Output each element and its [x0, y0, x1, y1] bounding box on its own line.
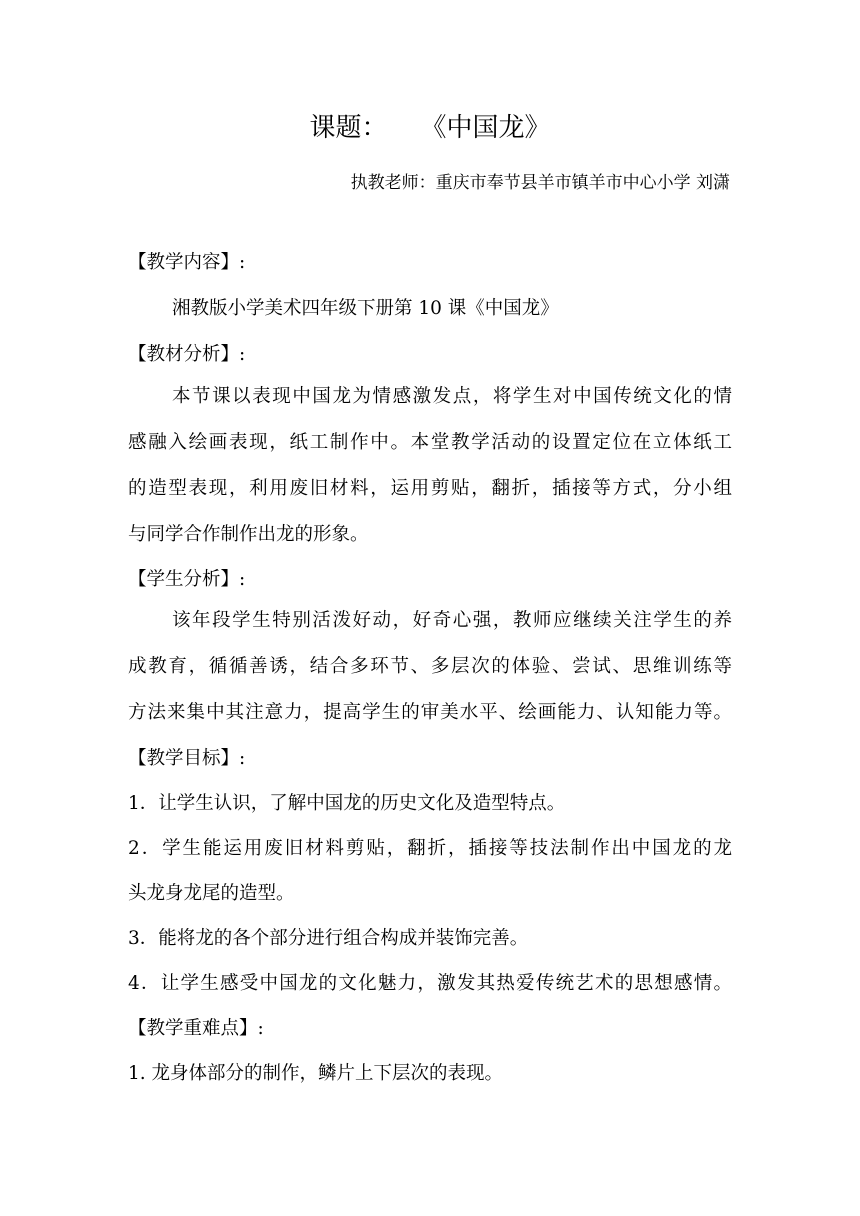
goal-item-2: 2．学生能运用废旧材料剪贴，翻折，插接等技法制作出中国龙的龙 — [128, 838, 732, 859]
material-line-1: 本节课以表现中国龙为情感激发点，将学生对中国传统文化的情 — [172, 386, 732, 407]
student-line-1: 该年段学生特别活泼好动，好奇心强，教师应继续关注学生的养 — [172, 610, 732, 631]
goal-item-4: 4．让学生感受中国龙的文化魅力，激发其热爱传统艺术的思想感情。 — [128, 973, 732, 994]
material-line-2: 感融入绘画表现，纸工制作中。本堂教学活动的设置定位在立体纸工 — [128, 432, 732, 453]
goal-item-3: 3．能将龙的各个部分进行组合构成并装饰完善。 — [128, 928, 529, 949]
student-line-2: 成教育，循循善诱，结合多环节、多层次的体验、尝试、思维训练等 — [128, 656, 732, 677]
goal-item-2-cont: 头龙身龙尾的造型。 — [128, 883, 295, 904]
material-line-4: 与同学合作制作出龙的形象。 — [128, 524, 369, 545]
content-text: 湘教版小学美术四年级下册第 10 课《中国龙》 — [172, 298, 559, 319]
material-line-3: 的造型表现，利用废旧材料，运用剪贴，翻折，插接等方式，分小组 — [128, 478, 732, 499]
keypoint-item-1: 1. 龙身体部分的制作，鳞片上下层次的表现。 — [128, 1063, 504, 1084]
section-heading-material: 【教材分析】: — [128, 344, 246, 365]
section-heading-student: 【学生分析】: — [128, 569, 246, 590]
teacher-info: 执教老师：重庆市奉节县羊市镇羊市中心小学 刘潇 — [350, 173, 730, 193]
section-heading-content: 【教学内容】: — [128, 252, 246, 273]
goal-item-1: 1．让学生认识，了解中国龙的历史文化及造型特点。 — [128, 793, 566, 814]
section-heading-goals: 【教学目标】: — [128, 748, 246, 769]
section-heading-keypoints: 【教学重难点】: — [128, 1018, 264, 1039]
student-line-3: 方法来集中其注意力，提高学生的审美水平、绘画能力、认知能力等。 — [128, 702, 732, 723]
document-title: 课题： 《中国龙》 — [309, 113, 551, 143]
